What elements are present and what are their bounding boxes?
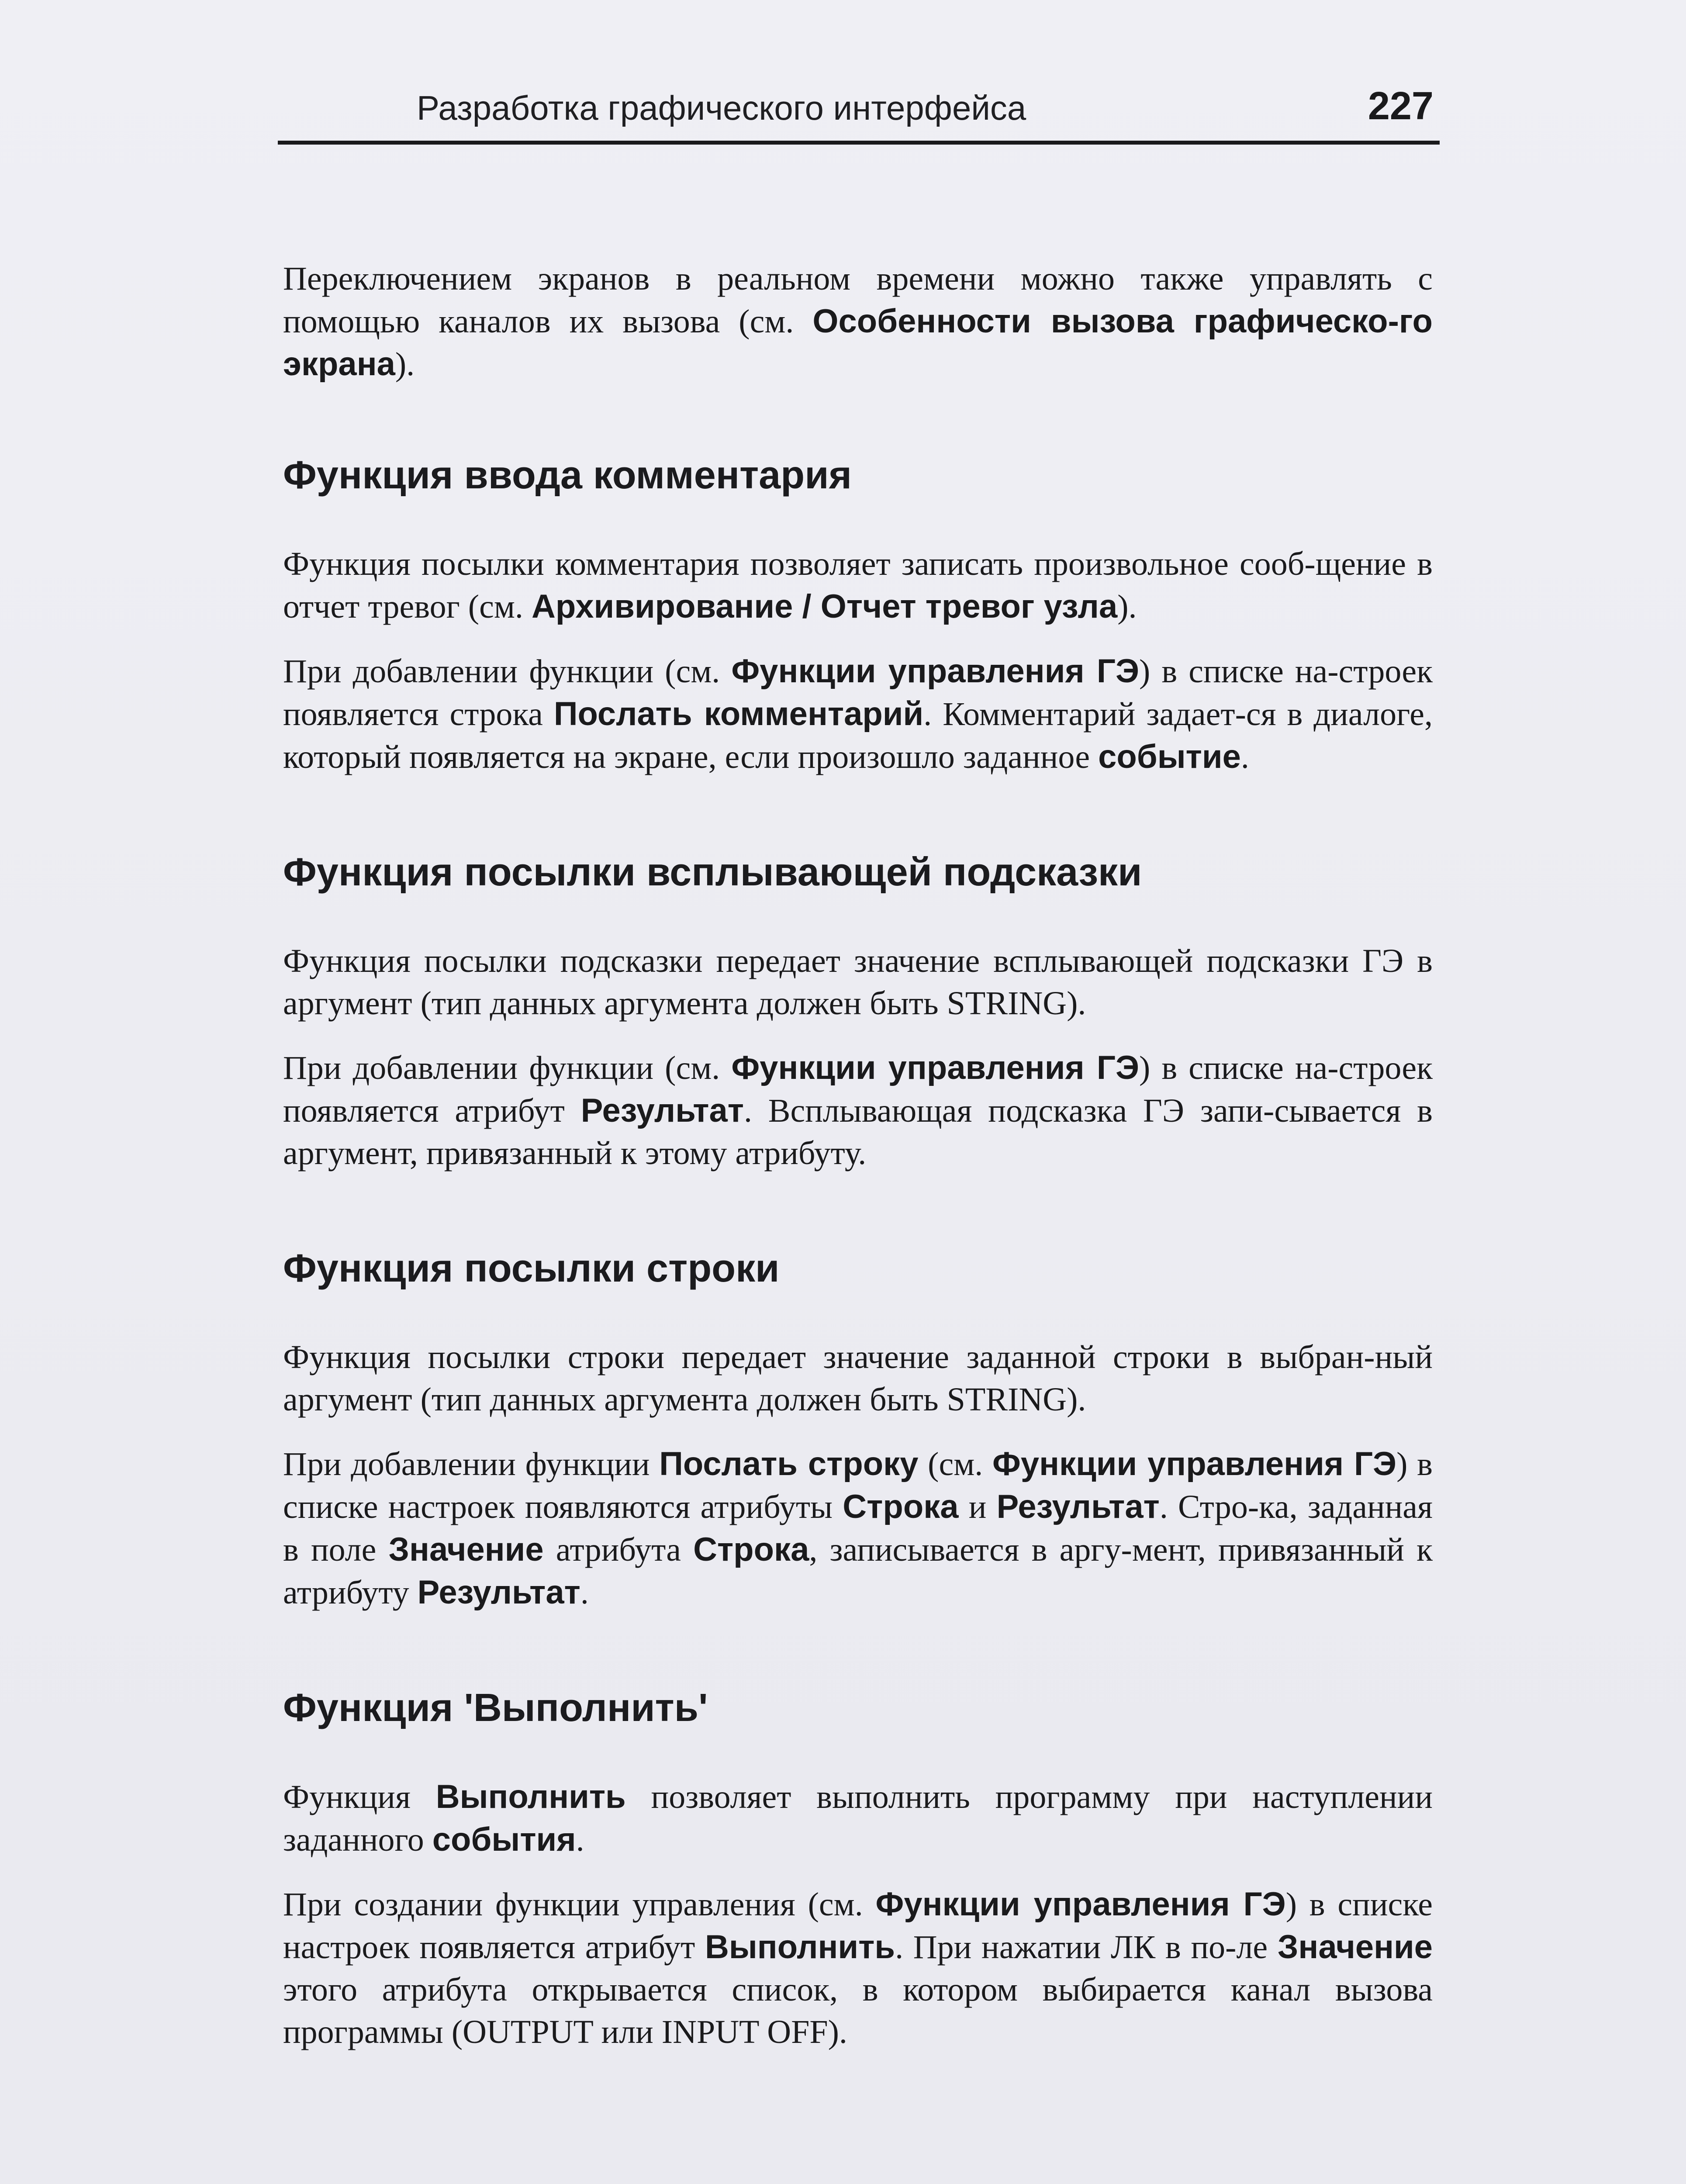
header-rule xyxy=(278,141,1440,145)
text-run: атрибута xyxy=(543,1531,694,1568)
comment-paragraph-1 xyxy=(283,543,1433,628)
text-run: этого атрибута открывается список, в котором выбирается канал вызова программы (OUTPUT или INPUT OFF). xyxy=(283,1971,1433,2050)
cross-reference: Функции управления ГЭ xyxy=(731,1049,1140,1086)
cross-reference: Функции управления ГЭ xyxy=(992,1445,1397,1482)
bold-term: Выполнить xyxy=(705,1928,895,1966)
text-run: Функция xyxy=(283,1779,436,1815)
text-run: . При нажатии ЛК в по-ле xyxy=(895,1929,1278,1966)
bold-term: Строка xyxy=(843,1488,959,1525)
page-body xyxy=(283,258,1433,2075)
cross-reference: Функции управления ГЭ xyxy=(731,653,1140,690)
text-run: . xyxy=(576,1821,584,1858)
tooltip-paragraph-1 xyxy=(283,940,1433,1025)
running-header xyxy=(278,83,1440,140)
text-run: . Стро-ка, заданная в поле xyxy=(283,1489,1433,1568)
heading-execute-function: Функция 'Выполнить' xyxy=(283,1686,708,1730)
string-paragraph-1 xyxy=(283,1336,1433,1421)
text-run: Функция посылки строки передает значение заданной строки в выбран-ный аргумент (тип данных аргумента должен быть STRING). xyxy=(283,1339,1433,1418)
cross-reference: Особенности вызова графическо-го экрана xyxy=(283,303,1433,383)
bold-term: Результат xyxy=(417,1574,580,1611)
comment-paragraph-2 xyxy=(283,650,1433,778)
bold-term: Значение xyxy=(388,1531,544,1568)
bold-term: Результат xyxy=(996,1488,1160,1525)
text-run: ) в списке настроек появляется атрибут xyxy=(283,1886,1433,1966)
text-run: Функция посылки комментария позволяет записать произвольное сооб-щение в отчет тревог (см. xyxy=(283,546,1433,625)
string-paragraph-2 xyxy=(283,1443,1433,1614)
text-run: ) в списке на-строек появляется атрибут xyxy=(283,1050,1433,1129)
text-run: позволяет выполнить программу при наступлении заданного xyxy=(283,1779,1433,1858)
text-run: (см. xyxy=(918,1446,992,1482)
header-title: Разработка графического интерфейса xyxy=(417,89,1026,127)
text-run: При создании функции управления (см. xyxy=(283,1886,876,1923)
bold-term: Послать строку xyxy=(659,1445,919,1482)
bold-term: Выполнить xyxy=(435,1778,626,1815)
text-run: Переключением экранов в реальном времени можно также управлять с помощью каналов их вызова (см. xyxy=(283,260,1433,340)
execute-paragraph-1 xyxy=(283,1776,1433,1861)
bold-term: Послать комментарий xyxy=(553,695,924,733)
text-run: . Всплывающая подсказка ГЭ запи-сывается в аргумент, привязанный к этому атрибуту. xyxy=(283,1092,1433,1171)
execute-paragraph-2 xyxy=(283,1883,1433,2053)
text-run: Функция посылки подсказки передает значение всплывающей подсказки ГЭ в аргумент (тип данных аргумента должен быть STRING). xyxy=(283,943,1433,1022)
cross-reference: Архивирование / Отчет тревог узла xyxy=(531,588,1118,625)
text-run: ). xyxy=(1117,588,1137,625)
text-run: При добавлении функции (см. xyxy=(283,1050,732,1086)
text-run: и xyxy=(958,1489,997,1525)
text-run: При добавлении функции xyxy=(283,1446,660,1482)
tooltip-paragraph-2 xyxy=(283,1047,1433,1175)
bold-term: Результат xyxy=(580,1092,744,1129)
text-run: ). xyxy=(395,346,415,383)
intro-paragraph xyxy=(283,258,1433,386)
cross-reference: Функции управления ГЭ xyxy=(875,1886,1286,1923)
text-run: ) в списке на-строек появляется строка xyxy=(283,653,1433,733)
bold-term: события xyxy=(432,1821,576,1858)
heading-tooltip-function: Функция посылки всплывающей подсказки xyxy=(283,850,1142,894)
page-number: 227 xyxy=(1368,84,1434,128)
text-run: При добавлении функции (см. xyxy=(283,653,732,690)
heading-string-function: Функция посылки строки xyxy=(283,1247,780,1290)
bold-term: событие xyxy=(1098,738,1241,775)
bold-term: Строка xyxy=(693,1531,809,1568)
text-run: . xyxy=(1240,739,1249,775)
text-run: . xyxy=(580,1574,589,1611)
heading-comment-function: Функция ввода комментария xyxy=(283,453,852,497)
text-run: ) в списке настроек появляются атрибуты xyxy=(283,1446,1433,1525)
bold-term: Значение xyxy=(1277,1928,1433,1966)
text-run: , записывается в аргу-мент, привязанный к атрибуту xyxy=(283,1531,1433,1611)
text-run: . Комментарий задает-ся в диалоге, который появляется на экране, если произошло заданное xyxy=(283,696,1433,775)
